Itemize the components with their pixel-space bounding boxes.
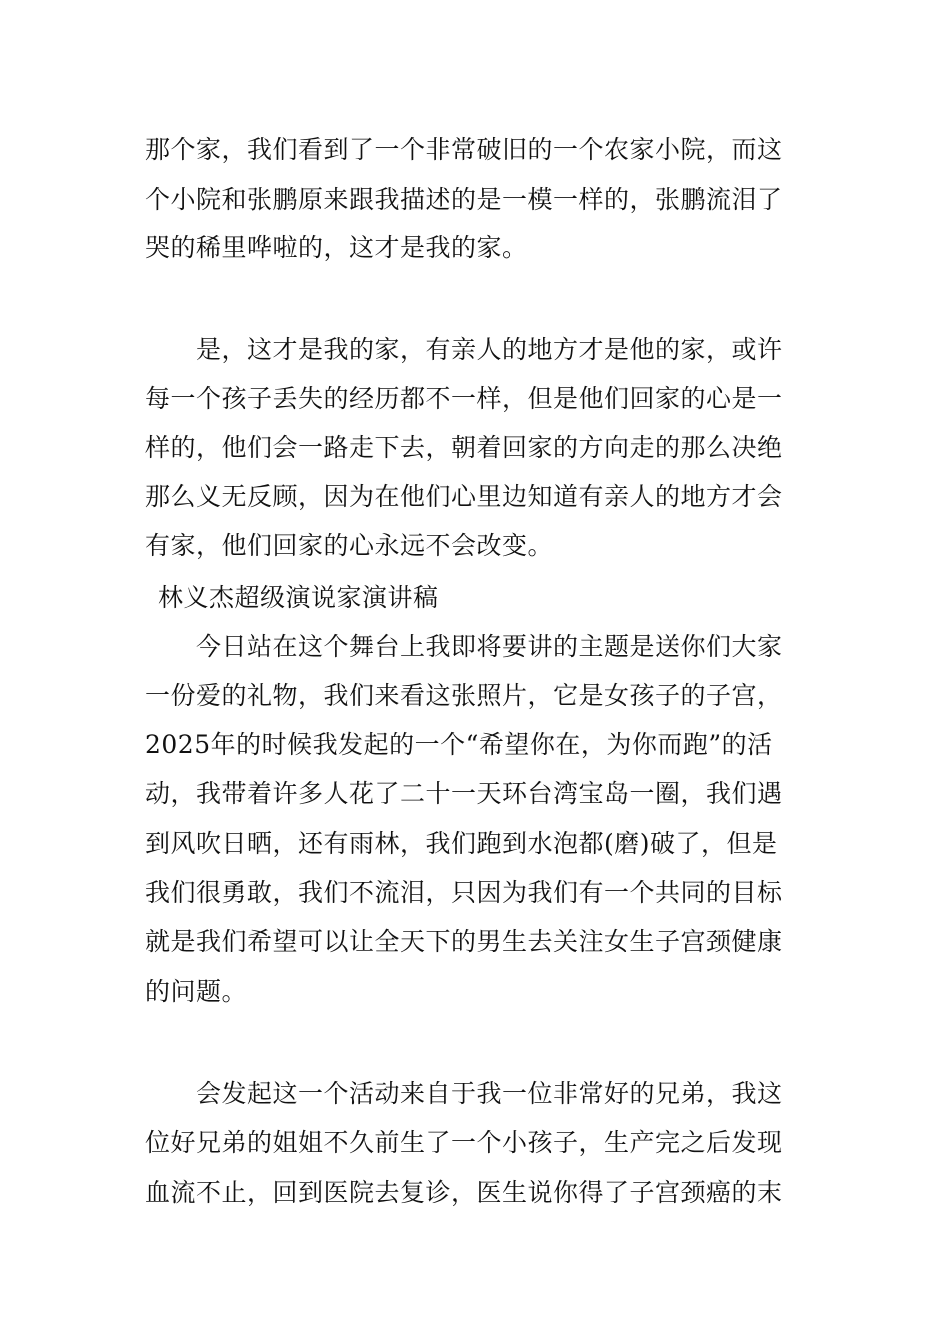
paragraph-3-line-1: 今日站在这个舞台上我即将要讲的主题是送你们大家 [196, 632, 783, 661]
paragraph-2-line-4: 那么义无反顾，因为在他们心里边知道有亲人的地方才会 [145, 482, 783, 511]
paragraph-2-line-3: 样的，他们会一路走下去，朝着回家的方向走的那么决绝 [145, 433, 783, 462]
paragraph-1-line-3: 哭的稀里哗啦的，这才是我的家。 [145, 233, 528, 262]
paragraph-1-line-2: 个小院和张鹏原来跟我描述的是一模一样的，张鹏流泪了 [145, 185, 783, 214]
section-heading: 林义杰超级演说家演讲稿 [158, 583, 439, 612]
paragraph-4-line-3: 血流不止，回到医院去复诊，医生说你得了子宫颈癌的末 [145, 1178, 783, 1207]
paragraph-3-line-7: 就是我们希望可以让全天下的男生去关注女生子宫颈健康 [145, 927, 783, 956]
paragraph-2-line-1: 是，这才是我的家，有亲人的地方才是他的家，或许 [196, 335, 783, 364]
paragraph-3-line-6: 我们很勇敢，我们不流泪，只因为我们有一个共同的目标 [145, 878, 783, 907]
paragraph-4-line-2: 位好兄弟的姐姐不久前生了一个小孩子，生产完之后发现 [145, 1128, 783, 1157]
paragraph-3-line-4: 动，我带着许多人花了二十一天环台湾宝岛一圈，我们遇 [145, 779, 783, 808]
paragraph-3-line-5: 到风吹日晒，还有雨林，我们跑到水泡都(磨)破了，但是 [145, 829, 778, 858]
paragraph-4-line-1: 会发起这一个活动来自于我一位非常好的兄弟，我这 [196, 1079, 783, 1108]
paragraph-3-line-8: 的问题。 [145, 977, 248, 1006]
paragraph-2-line-2: 每一个孩子丢失的经历都不一样，但是他们回家的心是一 [145, 384, 783, 413]
paragraph-3-line-3: 2025年的时候我发起的一个“希望你在，为你而跑”的活 [145, 730, 773, 759]
paragraph-1-line-1: 那个家，我们看到了一个非常破旧的一个农家小院，而这 [145, 135, 783, 164]
paragraph-3-line-2: 一份爱的礼物，我们来看这张照片，它是女孩子的子宫， [145, 681, 783, 710]
paragraph-2-line-5: 有家，他们回家的心永远不会改变。 [145, 531, 554, 560]
